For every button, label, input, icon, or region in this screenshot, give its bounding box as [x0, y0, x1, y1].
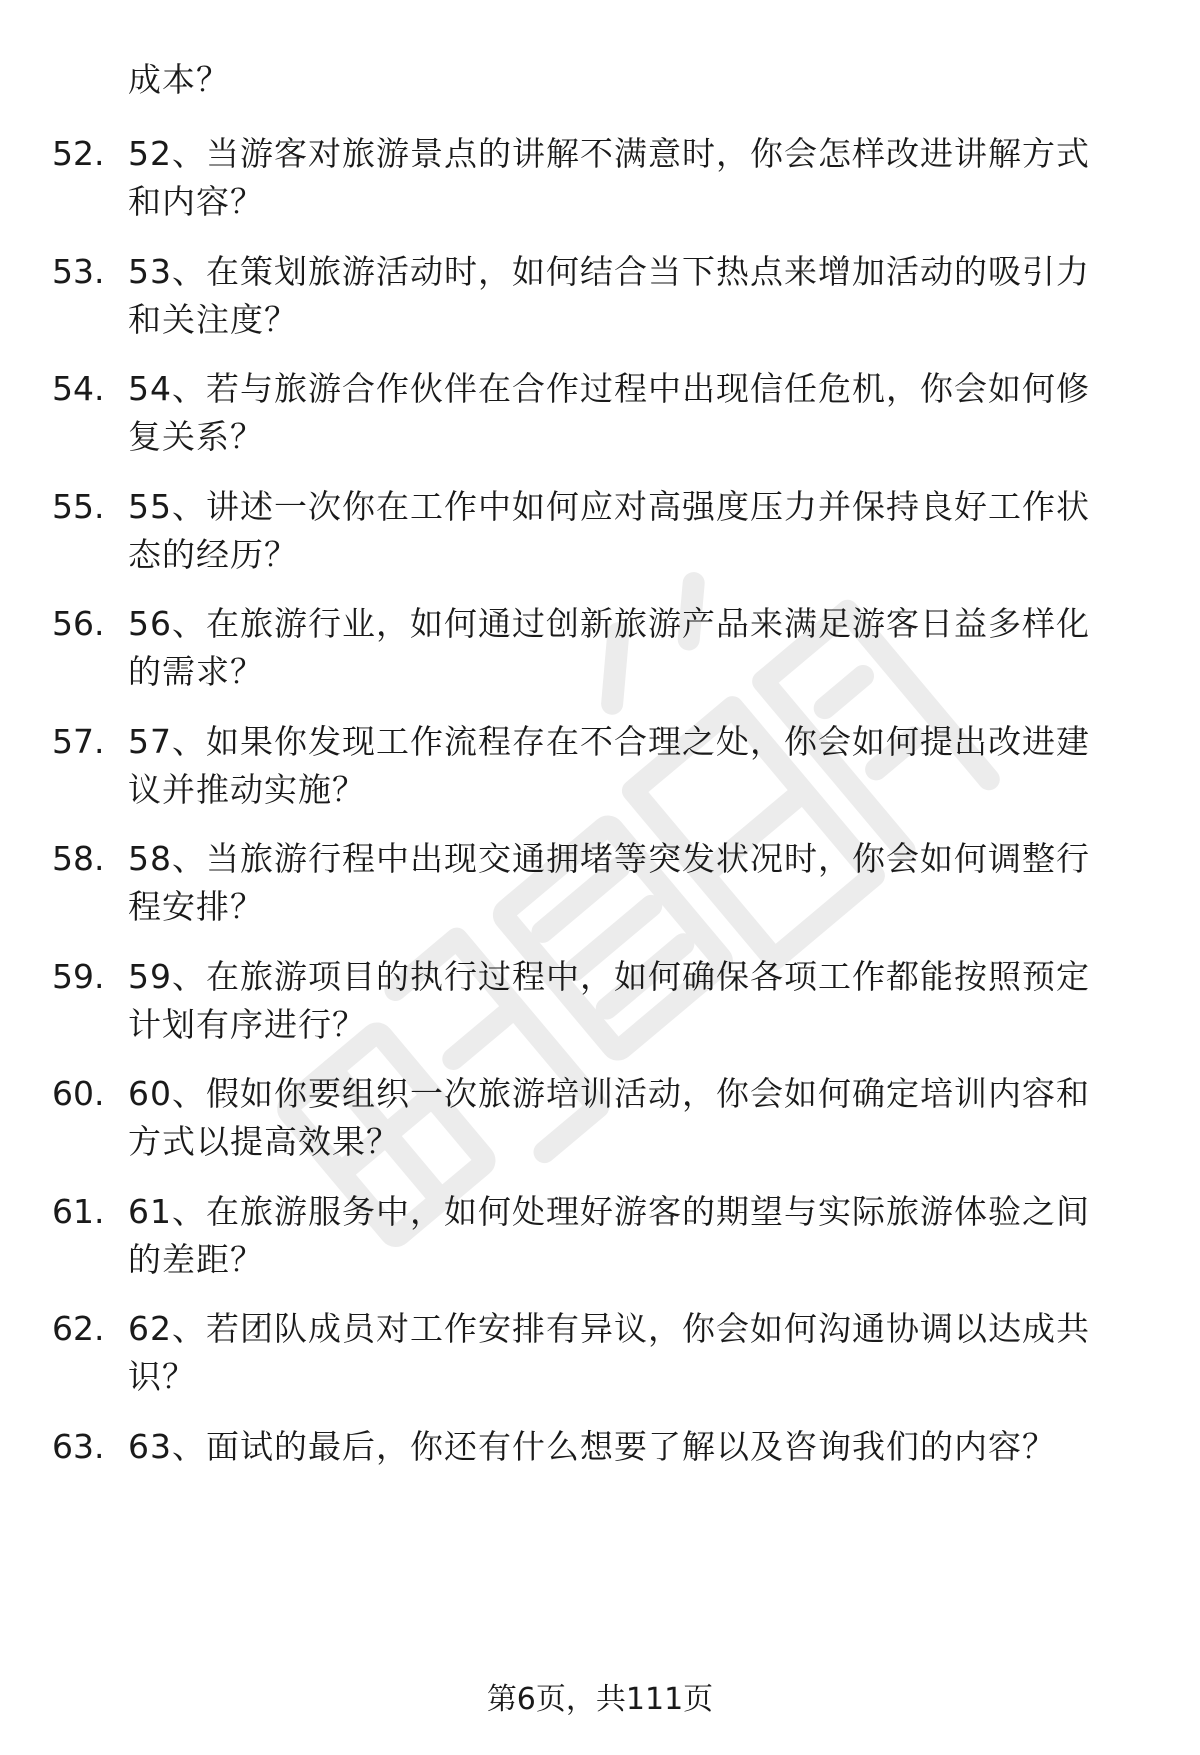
question-text [128, 718, 1160, 814]
question-line: 55、讲述一次你在工作中如何应对高强度压力并保持良好工作状 [128, 487, 1090, 526]
question-line: 54、若与旅游合作伙伴在合作过程中出现信任危机，你会如何修 [128, 369, 1090, 408]
question-text [128, 1423, 1160, 1471]
question-text [128, 1188, 1160, 1284]
question-line: 的需求？ [128, 652, 264, 691]
question-number: 62. [52, 1309, 105, 1348]
question-number: 54. [52, 369, 105, 408]
question-line: 计划有序进行？ [128, 1005, 366, 1044]
question-item [0, 248, 1200, 358]
question-line: 63、面试的最后，你还有什么想要了解以及咨询我们的内容？ [128, 1427, 1056, 1466]
question-number: 52. [52, 134, 105, 173]
question-text [128, 835, 1160, 931]
question-line: 识？ [128, 1357, 196, 1396]
question-item [0, 953, 1200, 1063]
question-number: 59. [52, 957, 105, 996]
question-line: 的差距？ [128, 1240, 264, 1279]
question-number: 56. [52, 604, 105, 643]
question-line: 程安排？ [128, 887, 264, 926]
question-number: 63. [52, 1427, 105, 1466]
question-text [128, 953, 1160, 1049]
question-text [128, 365, 1160, 461]
question-item [0, 1305, 1200, 1415]
question-item [0, 718, 1200, 828]
question-line: 和内容？ [128, 182, 264, 221]
question-line: 56、在旅游行业，如何通过创新旅游产品来满足游客日益多样化 [128, 604, 1090, 643]
question-number: 53. [52, 252, 105, 291]
question-text [128, 1070, 1160, 1166]
question-line: 52、当游客对旅游景点的讲解不满意时，你会怎样改进讲解方式 [128, 134, 1090, 173]
question-text [128, 130, 1160, 226]
question-number: 57. [52, 722, 105, 761]
question-item [0, 365, 1200, 475]
question-line: 61、在旅游服务中，如何处理好游客的期望与实际旅游体验之间 [128, 1192, 1090, 1231]
question-number: 58. [52, 839, 105, 878]
question-line: 复关系？ [128, 417, 264, 456]
question-item [0, 483, 1200, 593]
question-line: 60、假如你要组织一次旅游培训活动，你会如何确定培训内容和 [128, 1074, 1090, 1113]
page-footer: 第6页，共111页 [486, 1682, 714, 1717]
continuation-text: 成本？ [128, 60, 230, 99]
question-text [128, 248, 1160, 344]
question-item [0, 130, 1200, 240]
question-line: 57、如果你发现工作流程存在不合理之处，你会如何提出改进建 [128, 722, 1090, 761]
question-number: 60. [52, 1074, 105, 1113]
question-text [128, 1305, 1160, 1401]
question-text [128, 483, 1160, 579]
question-item [0, 1070, 1200, 1180]
question-line: 态的经历？ [128, 535, 298, 574]
question-number: 55. [52, 487, 105, 526]
question-line: 58、当旅游行程中出现交通拥堵等突发状况时，你会如何调整行 [128, 839, 1090, 878]
question-line: 53、在策划旅游活动时，如何结合当下热点来增加活动的吸引力 [128, 252, 1090, 291]
question-line: 62、若团队成员对工作安排有异议，你会如何沟通协调以达成共 [128, 1309, 1090, 1348]
question-item [0, 835, 1200, 945]
question-line: 议并推动实施？ [128, 770, 366, 809]
question-line: 方式以提高效果？ [128, 1122, 400, 1161]
question-text [128, 600, 1160, 696]
question-line: 59、在旅游项目的执行过程中，如何确保各项工作都能按照预定 [128, 957, 1090, 996]
question-line: 和关注度？ [128, 300, 298, 339]
question-item [0, 1188, 1200, 1298]
question-item [0, 1423, 1200, 1533]
question-number: 61. [52, 1192, 105, 1231]
question-item [0, 600, 1200, 710]
